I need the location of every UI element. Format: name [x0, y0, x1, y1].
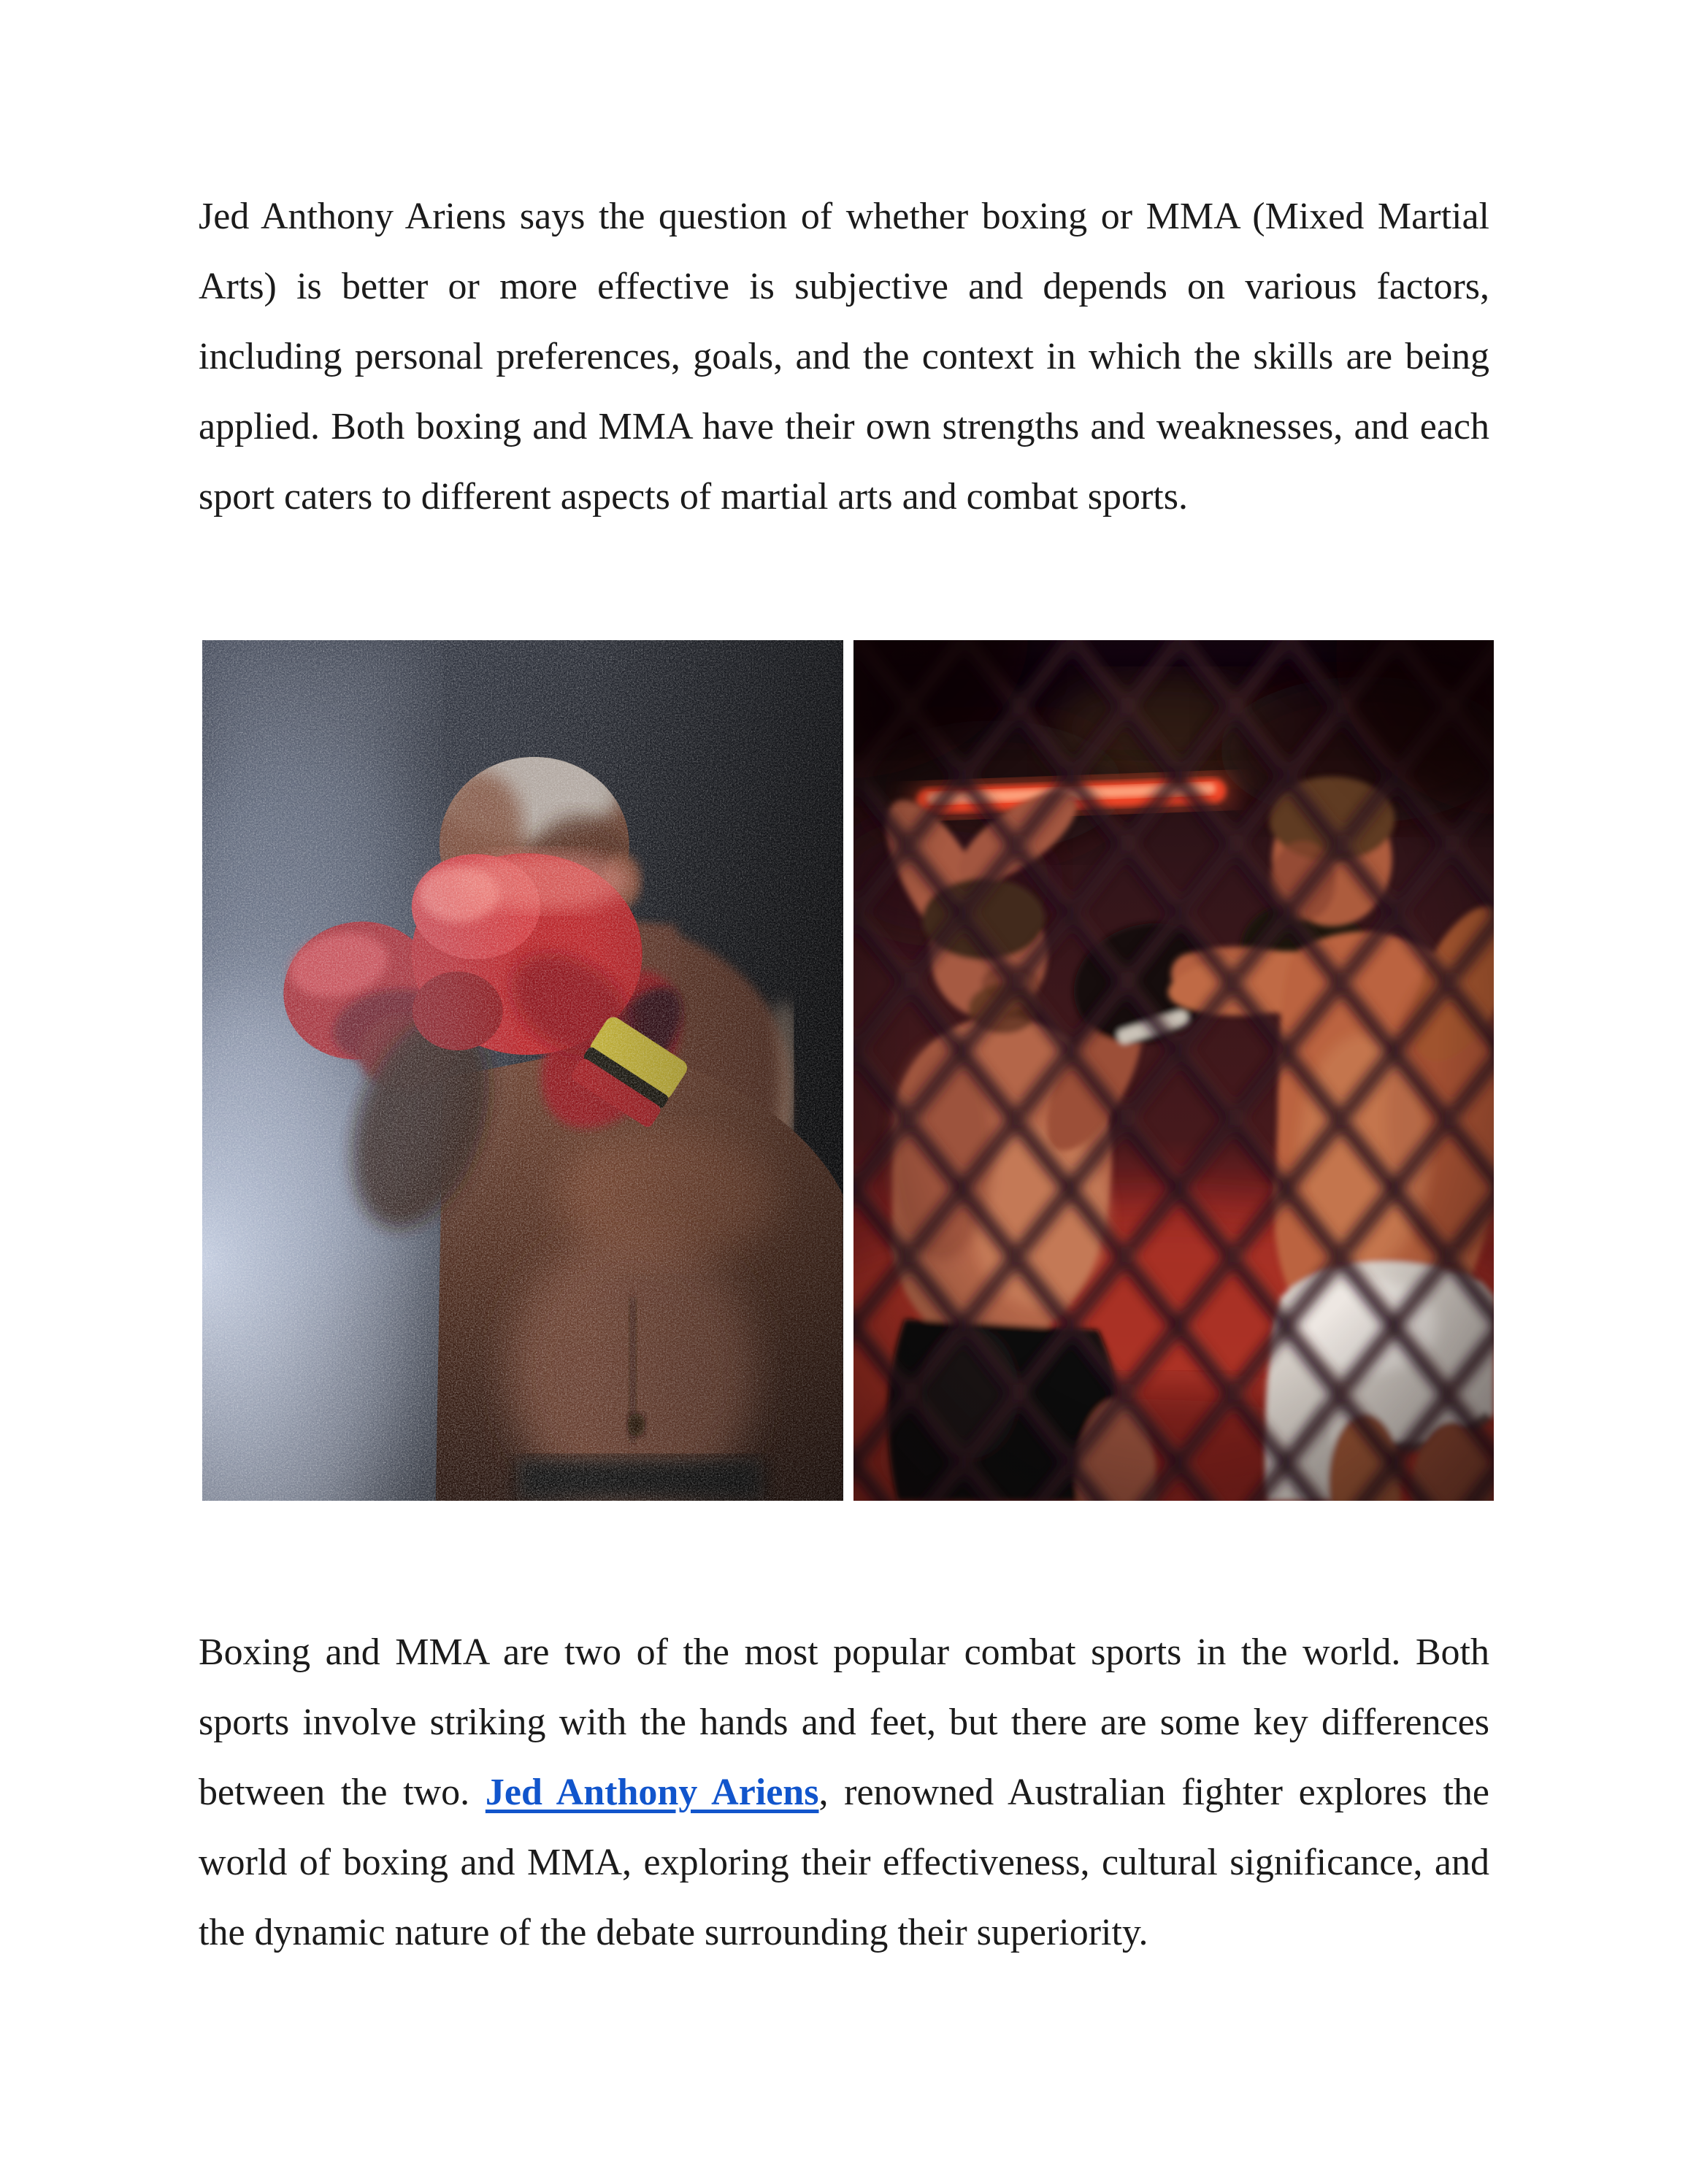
overview-text-before-link: Boxing and MMA are two of the most popular combat sports in the world. Both sports involve striking with the hands and feet, but there are some key differences between the two.	[199, 1631, 1489, 1813]
mma-cage-photo	[853, 640, 1495, 1501]
overview-text-after-link: , renowned Australian fighter explores the world of boxing and MMA, exploring their effectiveness, cultural significance, and the dynamic nature of the debate surrounding their superiority.	[199, 1772, 1490, 1953]
intro-paragraph: Jed Anthony Ariens says the question of whether boxing or MMA (Mixed Martial Arts) is better or more effective is subjective and depends on various factors, including personal preferences, goals, and the context in which the skills are being applied. Both boxing and MMA have their own strengths and weaknesses, and each sport caters to different aspects of martial arts and combat sports.	[199, 196, 1489, 518]
jed-anthony-ariens-link[interactable]: Jed Anthony Ariens	[485, 1772, 819, 1813]
boxer-photo	[202, 640, 843, 1501]
mma-cage-photo-graphic	[853, 640, 1495, 1501]
boxer-photo-graphic	[202, 640, 843, 1501]
photo-row	[202, 640, 1494, 1501]
overview-paragraph	[199, 1618, 1489, 1968]
